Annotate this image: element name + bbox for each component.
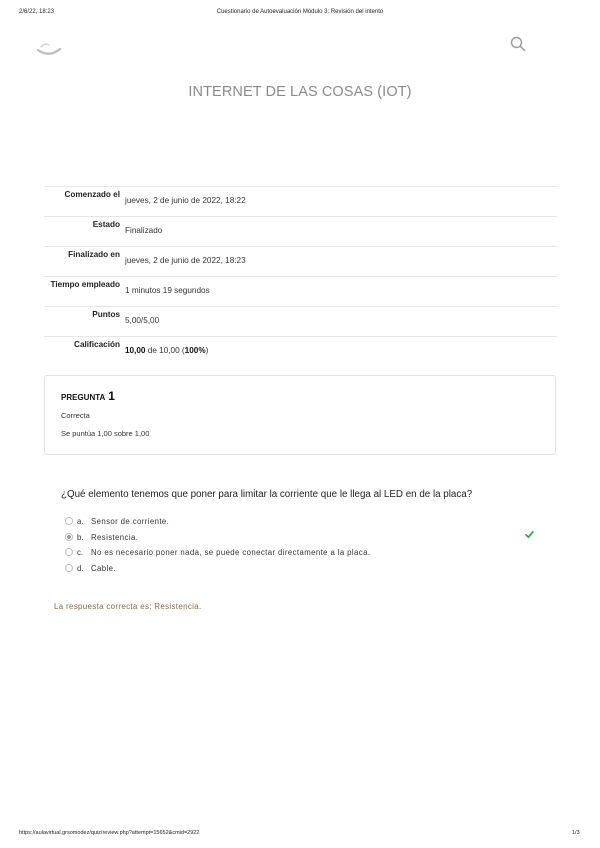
course-title: INTERNET DE LAS COSAS (IOT) <box>188 84 412 100</box>
question-info-box <box>44 375 556 455</box>
radio-b[interactable] <box>65 533 73 541</box>
question-label: PREGUNTA <box>61 393 106 402</box>
option-text: Resistencia. <box>91 532 139 542</box>
option-text: Cable. <box>91 563 116 573</box>
grade-end: ) <box>205 346 209 355</box>
option-text: No es necesario poner nada, se puede conectar directamente a la placa. <box>91 548 371 557</box>
check-icon <box>525 530 534 539</box>
attempt-summary-table <box>44 186 557 367</box>
answer-option-d[interactable] <box>65 563 545 579</box>
summary-value: jueves, 2 de junio de 2022, 18:23 <box>125 256 246 265</box>
grade-percent: 100% <box>184 346 206 355</box>
answer-option-c[interactable] <box>65 547 545 563</box>
grade-label: Calificación <box>74 340 120 349</box>
option-letter: a. <box>77 517 84 526</box>
print-doc-title: Cuestionario de Autoevaluación Módulo 3: Revisión del intento <box>216 9 384 15</box>
question-text: ¿Qué elemento tenemos que poner para limitar la corriente que le llega al LED en de la placa? <box>61 489 473 500</box>
grade-mid: de 10,00 ( <box>145 346 185 355</box>
grade-value: 10,00 <box>125 346 146 355</box>
question-heading <box>61 389 115 403</box>
print-date: 2/6/22, 18:23 <box>19 9 55 15</box>
moodle-logo-icon[interactable] <box>36 36 62 58</box>
print-url: https://aulavirtual.grsomodez/quiz/review.php?attempt=15652&cmid=2922 <box>19 830 200 836</box>
summary-label: Finalizado en <box>68 250 120 259</box>
summary-row-grade <box>44 337 557 367</box>
correct-answer-feedback: La respuesta correcta es: Resistencia. <box>54 602 202 611</box>
option-text: Sensor de corriente. <box>91 517 170 526</box>
answer-options <box>65 516 545 578</box>
radio-d[interactable] <box>65 564 73 572</box>
radio-c[interactable] <box>65 548 73 556</box>
answer-option-a[interactable] <box>65 516 545 532</box>
summary-value: jueves, 2 de junio de 2022, 18:22 <box>125 196 246 205</box>
summary-value: Finalizado <box>125 226 163 235</box>
option-letter: d. <box>77 563 84 573</box>
option-letter: c. <box>77 548 84 557</box>
summary-label: Comenzado el <box>64 190 120 199</box>
question-state: Correcta <box>61 411 90 420</box>
option-letter: b. <box>77 532 84 542</box>
print-page-number: 1/3 <box>572 830 580 836</box>
question-number: 1 <box>108 389 115 403</box>
question-grade: Se puntúa 1,00 sobre 1,00 <box>61 429 150 438</box>
summary-label: Puntos <box>92 310 120 319</box>
summary-row <box>44 187 557 217</box>
grade-value-cell <box>124 337 557 367</box>
summary-row <box>44 307 557 337</box>
summary-label: Tiempo empleado <box>50 280 120 289</box>
summary-row <box>44 247 557 277</box>
summary-row <box>44 277 557 307</box>
radio-a[interactable] <box>65 517 73 525</box>
summary-label: Estado <box>92 220 120 229</box>
summary-row <box>44 217 557 247</box>
summary-value: 5,00/5,00 <box>125 316 160 325</box>
answer-option-b[interactable] <box>65 532 545 548</box>
search-icon[interactable] <box>510 36 526 52</box>
summary-value: 1 minutos 19 segundos <box>125 286 210 295</box>
